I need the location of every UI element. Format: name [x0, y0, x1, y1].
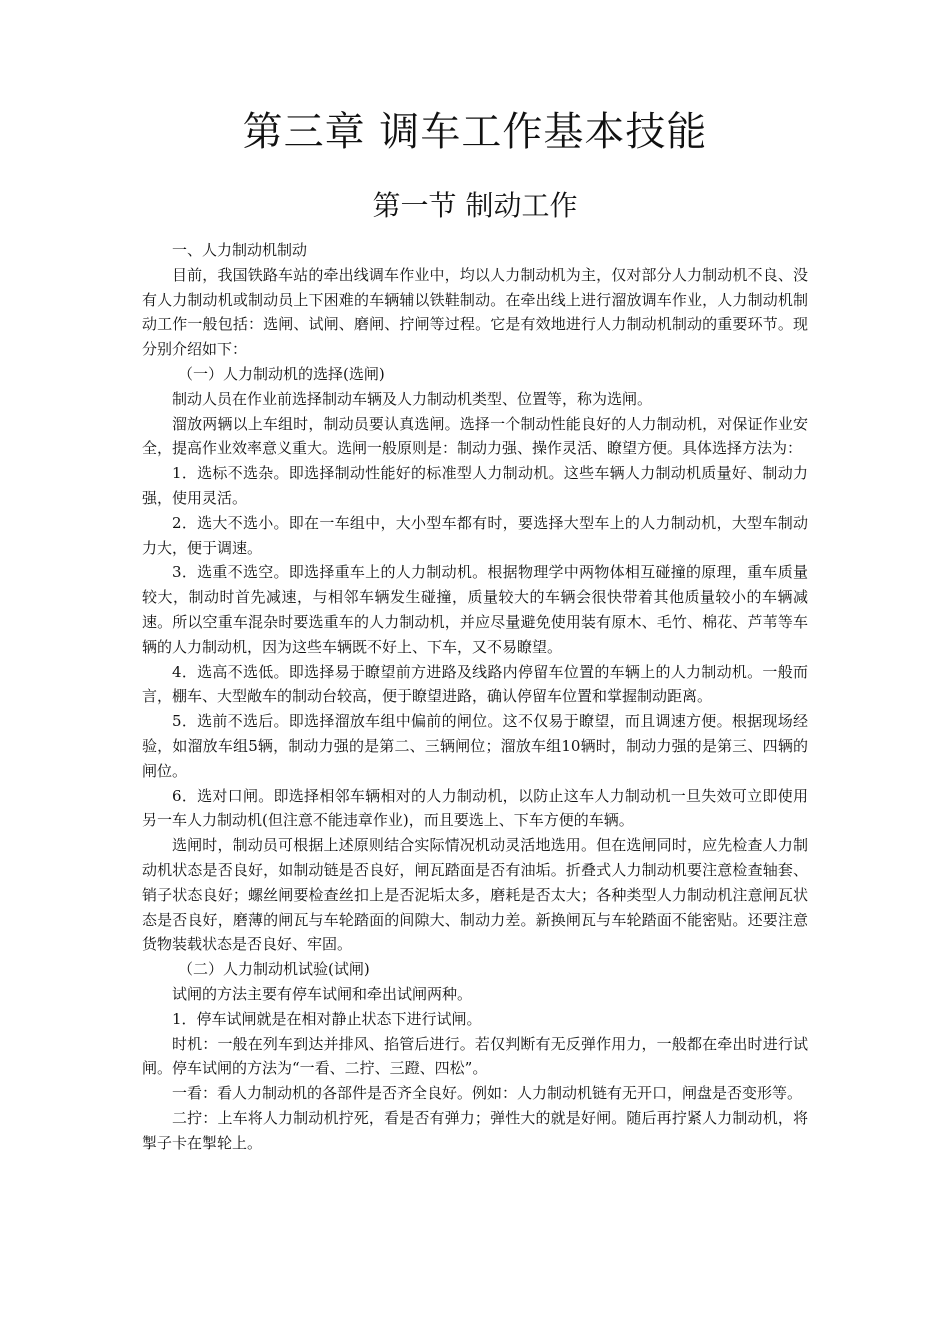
chapter-title: 第三章 调车工作基本技能	[242, 109, 708, 155]
paragraph: 3．选重不选空。即选择重车上的人力制动机。根据物理学中两物体相互碰撞的原理，重车质量较大，制动时首先减速，与相邻车辆发生碰撞，质量较大的车辆会很快带着其他质量较小的车辆减速。所以空重车混杂时要选重车的人力制动机，并应尽量避免使用装有原木、毛竹、棉花、芦苇等车辆的人力制动机，因为这些车辆既不好上、下车，又不易瞭望。	[142, 563, 808, 656]
paragraph: 一看：看人力制动机的各部件是否齐全良好。例如：人力制动机链有无开口，闸盘是否变形等。	[172, 1084, 803, 1103]
paragraph: 试闸的方法主要有停车试闸和牵出试闸两种。	[172, 984, 473, 1003]
paragraph: 2．选大不选小。即在一车组中，大小型车都有时，要选择大型车上的人力制动机，大型车制动力大，便于调速。	[142, 513, 808, 557]
paragraph: 一、人力制动机制动	[172, 241, 308, 259]
paragraph: 二拧：上车将人力制动机拧死，看是否有弹力；弹性大的就是好闸。随后再拧紧人力制动机，将掣子卡在掣轮上。	[142, 1108, 808, 1152]
paragraph: 1．停车试闸就是在相对静止状态下进行试闸。	[172, 1009, 482, 1028]
paragraph: 目前，我国铁路车站的牵出线调车作业中，均以人力制动机为主，仅对部分人力制动机不良、没有人力制动机或制动员上下困难的车辆辅以铁鞋制动。在牵出线上进行溜放调车作业，人力制动机制动工作一般包括：选闸、试闸、磨闸、拧闸等过程。它是有效地进行人力制动机制动的重要环节。现分别介绍如下：	[142, 265, 808, 359]
paragraph: （二）人力制动机试验(试闸)	[178, 960, 370, 979]
paragraph: 制动人员在作业前选择制动车辆及人力制动机类型、位置等，称为选闸。	[172, 389, 653, 408]
body-text	[142, 238, 808, 1155]
paragraph: 时机：一般在列车到达并排风、掐管后进行。若仅判断有无反弹作用力，一般都在牵出时进行试闸。停车试闸的方法为“一看、二拧、三蹬、四松”。	[142, 1034, 808, 1078]
section-title: 第一节 制动工作	[372, 189, 578, 222]
paragraph: 6．选对口闸。即选择相邻车辆相对的人力制动机，以防止这车人力制动机一旦失效可立即使用另一车人力制动机(但注意不能违章作业)，而且要选上、下车方便的车辆。	[142, 786, 808, 830]
paragraph: 选闸时，制动员可根据上述原则结合实际情况机动灵活地选用。但在选闸同时，应先检查人力制动机状态是否良好，如制动链是否良好，闸瓦踏面是否有油垢。折叠式人力制动机要注意检查轴套、销子状态良好；螺丝闸要检查丝扣上是否泥垢太多，磨耗是否太大；各种类型人力制动机注意闸瓦状态是否良好，磨薄的闸瓦与车轮踏面的间隙大、制动力差。新换闸瓦与车轮踏面不能密贴。还要注意货物装载状态是否良好、牢固。	[142, 836, 808, 954]
paragraph: 4．选高不选低。即选择易于瞭望前方进路及线路内停留车位置的车辆上的人力制动机。一般而言，棚车、大型敞车的制动台较高，便于瞭望进路，确认停留车位置和掌握制动距离。	[142, 662, 808, 706]
paragraph: 1．选标不选杂。即选择制动性能好的标准型人力制动机。这些车辆人力制动机质量好、制动力强，使用灵活。	[142, 464, 808, 507]
paragraph: 溜放两辆以上车组时，制动员要认真选闸。选择一个制动性能良好的人力制动机，对保证作业安全，提高作业效率意义重大。选闸一般原则是：制动力强、操作灵活、瞭望方便。具体选择方法为：	[142, 414, 808, 458]
paragraph: 5．选前不选后。即选择溜放车组中偏前的闸位。这不仅易于瞭望，而且调速方便。根据现场经验，如溜放车组5辆，制动力强的是第二、三辆闸位；溜放车组10辆时，制动力强的是第三、四辆的闸位。	[142, 712, 808, 780]
paragraph: （一）人力制动机的选择(选闸)	[178, 364, 385, 383]
